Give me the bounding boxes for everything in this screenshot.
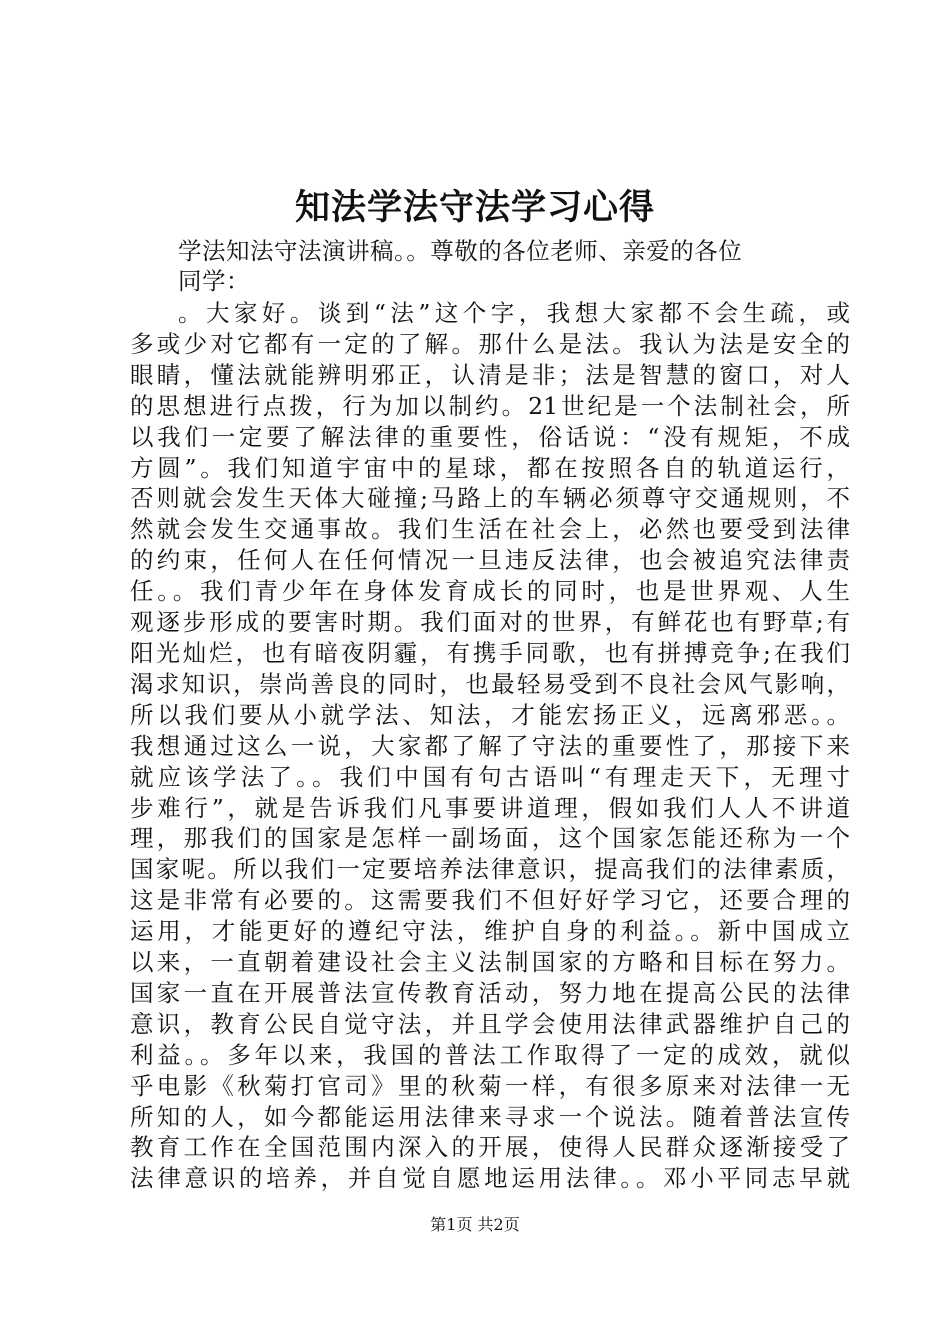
- body-line: 意识，教育公民自觉守法，并且学会使用法律武器维护自己的: [130, 1009, 850, 1038]
- body-line: 运用，才能更好的遵纪守法，维护自身的利益。。新中国成立: [130, 917, 850, 946]
- body-line: 否则就会发生天体大碰撞;马路上的车辆必须尊守交通规则，不: [130, 484, 850, 513]
- intro-paragraph: [178, 236, 808, 296]
- intro-line: 学法知法守法演讲稿。。尊敬的各位老师、亲爱的各位: [178, 237, 743, 265]
- body-line: 眼睛，懂法就能辨明邪正，认清是非；法是智慧的窗口，对人: [130, 360, 850, 389]
- body-line: 所以我们要从小就学法、知法，才能宏扬正义，远离邪恶。。: [130, 700, 850, 729]
- body-paragraph: [130, 298, 850, 1194]
- body-line: 就应该学法了。。我们中国有句古语叫“有理走天下，无理寸: [130, 762, 850, 791]
- body-line: 的思想进行点拨，行为加以制约。21世纪是一个法制社会，所: [130, 391, 850, 420]
- body-line: 方圆”。我们知道宇宙中的星球，都在按照各自的轨道运行，: [130, 453, 850, 482]
- body-line: 观逐步形成的要害时期。我们面对的世界，有鲜花也有野草;有: [130, 608, 850, 637]
- body-line: 这是非常有必要的。这需要我们不但好好学习它，还要合理的: [130, 886, 850, 915]
- body-line: 任。。我们青少年在身体发育成长的同时，也是世界观、人生: [130, 577, 850, 606]
- body-line: 国家一直在开展普法宣传教育活动，努力地在提高公民的法律: [130, 978, 850, 1007]
- body-line: 国家呢。所以我们一定要培养法律意识，提高我们的法律素质，: [130, 855, 850, 884]
- body-line: 然就会发生交通事故。我们生活在社会上，必然也要受到法律: [130, 515, 850, 544]
- body-line: 所知的人，如今都能运用法律来寻求一个说法。随着普法宣传: [130, 1102, 850, 1131]
- body-line: 法律意识的培养，并自觉自愿地运用法律。。邓小平同志早就: [130, 1164, 850, 1193]
- body-line: 阳光灿烂，也有暗夜阴霾，有携手同歌，也有拼搏竞争;在我们: [130, 638, 850, 667]
- body-line: 渴求知识，崇尚善良的同时，也最轻易受到不良社会风气影响，: [130, 669, 850, 698]
- body-line: 以来，一直朝着建设社会主义法制国家的方略和目标在努力。: [130, 948, 850, 977]
- page-footer: 第1页 共2页: [430, 1215, 520, 1234]
- body-line: 的约束，任何人在任何情况一旦违反法律，也会被追究法律责: [130, 546, 850, 575]
- body-line: 步难行”，就是告诉我们凡事要讲道理，假如我们人人不讲道: [130, 793, 850, 822]
- document-title: 知法学法守法学习心得: [294, 187, 655, 228]
- body-line: 多或少对它都有一定的了解。那什么是法。我认为法是安全的: [130, 329, 850, 358]
- body-line: 利益。。多年以来，我国的普法工作取得了一定的成效，就似: [130, 1040, 850, 1069]
- body-line: 我想通过这么一说，大家都了解了守法的重要性了，那接下来: [130, 731, 850, 760]
- body-line: 教育工作在全国范围内深入的开展，使得人民群众逐渐接受了: [130, 1133, 850, 1162]
- body-line: 理，那我们的国家是怎样一副场面，这个国家怎能还称为一个: [130, 824, 850, 853]
- body-line: 以我们一定要了解法律的重要性，俗话说：“没有规矩，不成: [130, 422, 850, 451]
- body-line: 乎电影《秋菊打官司》里的秋菊一样，有很多原来对法律一无: [130, 1071, 850, 1100]
- body-line: 。大家好。谈到“法”这个字，我想大家都不会生疏，或: [178, 299, 850, 327]
- intro-line: 同学：: [178, 267, 250, 295]
